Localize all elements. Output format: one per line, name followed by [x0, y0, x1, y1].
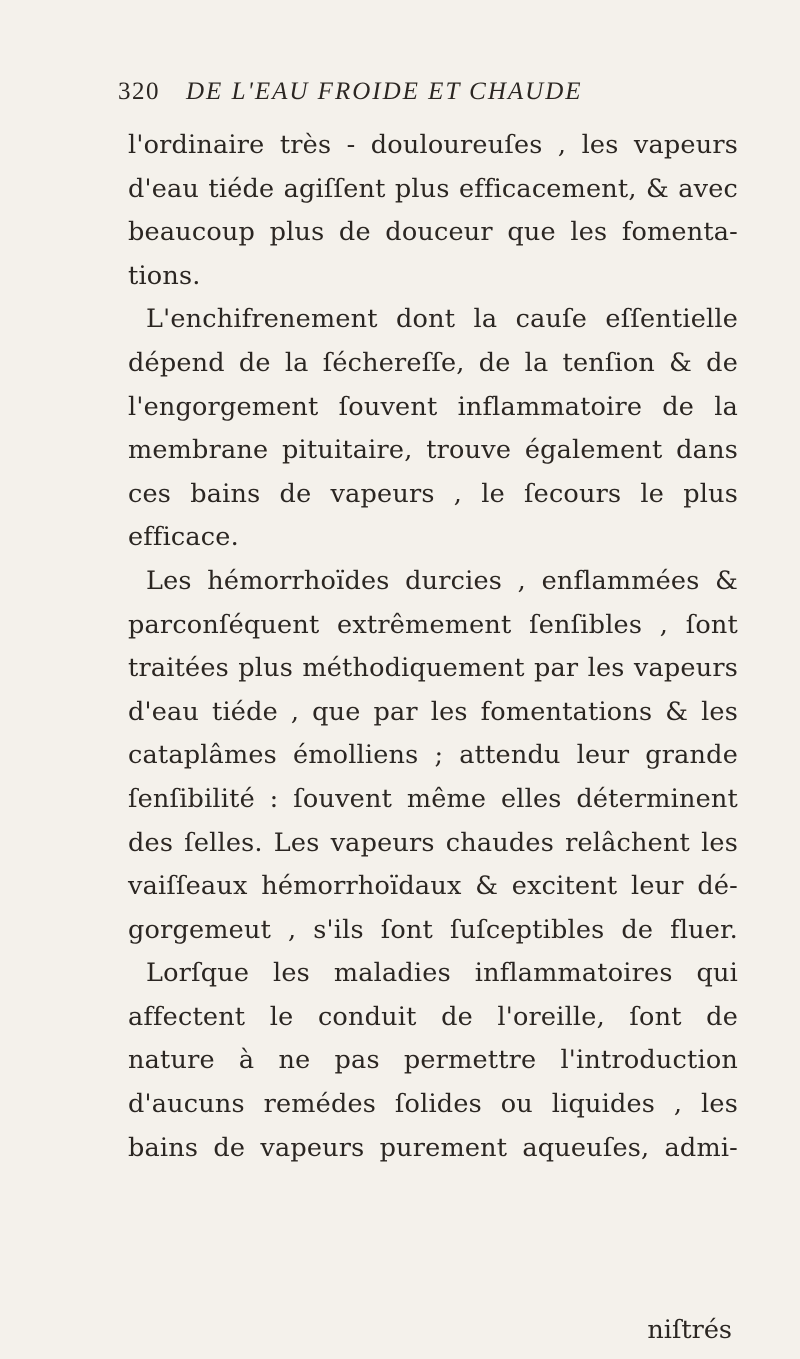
- text-line: l'engorgement ſouvent inflammatoire de la: [128, 391, 738, 422]
- text-line: ces bains de vapeurs , le ſecours le plus: [128, 478, 738, 509]
- text-line: affectent le conduit de l'oreille, ſont de: [128, 1001, 738, 1032]
- text-line: membrane pituitaire, trouve également dans: [128, 435, 738, 466]
- text-line: cataplâmes émolliens ; attendu leur grande: [128, 740, 738, 771]
- running-title: DE L'EAU FROIDE ET CHAUDE: [186, 78, 583, 105]
- text-line: l'ordinaire très - douloureuſes , les vapeurs: [128, 130, 738, 160]
- paragraph-start-line: L'enchifrenement dont la cauſe eſſentielle: [146, 304, 738, 335]
- body-text: [128, 124, 738, 1170]
- catchword: niſtrés: [647, 1315, 732, 1345]
- page-number: 320: [118, 78, 160, 105]
- text-line: d'eau tiéde agiſſent plus efficacement, & avec: [128, 173, 738, 204]
- paragraph-start-line: Lorſque les maladies inflammatoires qui: [146, 958, 738, 989]
- text-line: dépend de la ſéchereſſe, de la tenſion & de: [128, 347, 738, 378]
- text-line: d'eau tiéde , que par les fomentations & les: [128, 696, 738, 727]
- text-line: nature à ne pas permettre l'introduction: [128, 1045, 738, 1076]
- text-line: ſenſibilité : ſouvent même elles déterminent: [128, 783, 738, 814]
- text-line: tions.: [128, 260, 201, 291]
- text-line: d'aucuns remédes ſolides ou liquides , les: [128, 1089, 738, 1120]
- running-head: [118, 78, 738, 118]
- text-line: gorgemeut , s'ils ſont ſuſceptibles de fluer.: [128, 914, 738, 945]
- text-line: traitées plus méthodiquement par les vapeurs: [128, 653, 738, 684]
- text-line: parconſéquent extrêmement ſenſibles , ſont: [128, 609, 738, 640]
- text-line: bains de vapeurs purement aqueuſes, admi-: [128, 1132, 738, 1163]
- text-line: vaiſſeaux hémorrhoïdaux & excitent leur dé-: [128, 871, 738, 902]
- text-line: efficace.: [128, 522, 239, 553]
- text-line: beaucoup plus de douceur que les fomenta-: [128, 217, 738, 248]
- paragraph-start-line: Les hémorrhoïdes durcies , enflammées &: [146, 565, 738, 596]
- text-line: des ſelles. Les vapeurs chaudes relâchent les: [128, 827, 738, 858]
